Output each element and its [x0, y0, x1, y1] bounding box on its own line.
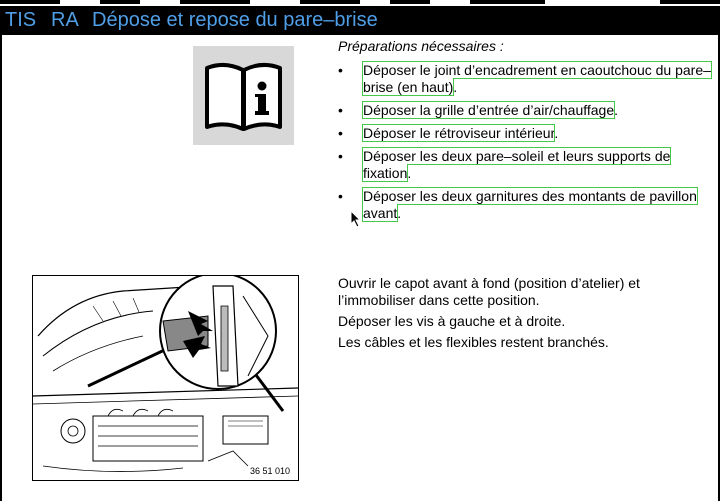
bullet: •	[338, 125, 343, 141]
instruction-line: Les câbles et les flexibles restent branchés.	[338, 334, 609, 350]
top-strip-block	[390, 0, 430, 4]
step-end: .	[554, 125, 559, 141]
title-bar	[0, 6, 720, 35]
step-end: .	[407, 165, 412, 181]
mouse-pointer-icon	[350, 210, 362, 228]
preparations-heading: Préparations nécessaires :	[338, 38, 504, 54]
bullet: •	[338, 188, 343, 204]
app-name: TIS	[5, 9, 37, 31]
step-link[interactable]: Déposer la grille d’entrée d’air/chauffage	[363, 102, 615, 118]
engine-bay-illustration	[32, 275, 299, 481]
book-info-icon	[193, 46, 294, 145]
bullet: •	[338, 102, 343, 118]
bullet: •	[338, 148, 343, 164]
list-item	[338, 188, 703, 222]
top-strip-block	[100, 0, 140, 4]
step-link[interactable]: Déposer les deux pare–soleil et leurs supports de fixation	[363, 148, 671, 181]
step-end: .	[614, 102, 619, 118]
figure-reference: 36 51 010	[249, 466, 290, 476]
bullet: •	[338, 62, 343, 78]
list-item	[338, 148, 718, 182]
preparations-list	[338, 62, 718, 228]
step-end: .	[397, 205, 402, 221]
step-link[interactable]: Déposer les deux garnitures des montants de pavillon avant	[363, 188, 697, 221]
top-strip-block	[660, 0, 720, 4]
instruction-line: Ouvrir le capot avant à fond (position d’atelier) et l’immobiliser dans cette position.	[338, 275, 640, 308]
top-strip-block	[300, 0, 360, 4]
instruction-line: Déposer les vis à gauche et à droite.	[338, 313, 566, 329]
instructions	[338, 275, 698, 355]
step-end: .	[453, 79, 458, 95]
step-link[interactable]: Déposer le joint d’encadrement en caoutchouc du pare–brise (en haut)	[363, 62, 711, 95]
section-code: RA	[51, 9, 79, 31]
page-title: Dépose et repose du pare–brise	[92, 9, 378, 31]
list-item	[338, 125, 718, 142]
frame-border-left	[0, 35, 2, 501]
step-link[interactable]: Déposer le rétroviseur intérieur	[363, 125, 555, 141]
top-strip-block	[470, 0, 545, 4]
list-item	[338, 62, 718, 96]
list-item	[338, 102, 718, 119]
top-strip-block	[180, 0, 250, 4]
top-strip-block	[0, 0, 60, 4]
